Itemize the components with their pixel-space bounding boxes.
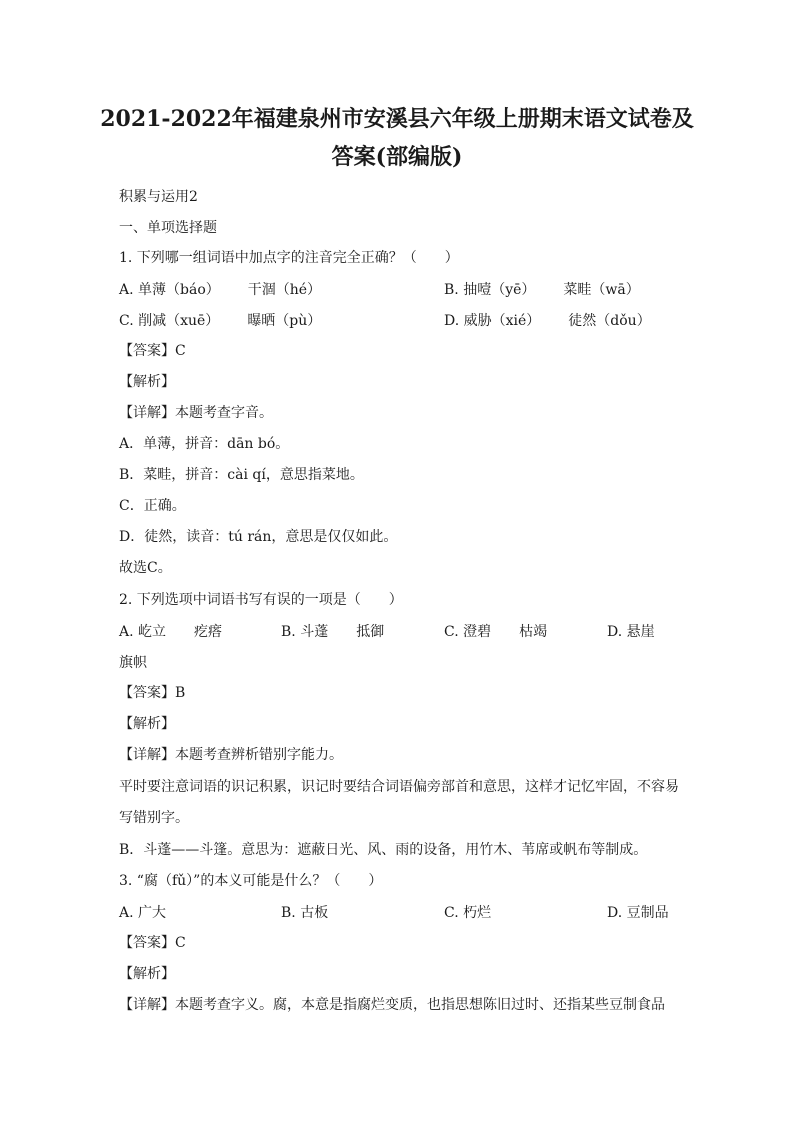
q1-stem: 1. 下列哪一组词语中加点字的注音完全正确？（ ） (119, 250, 459, 266)
q3-detail: 【详解】本题考查字义。腐，本意是指腐烂变质，也指思想陈旧过时、还指某些豆制食品 (119, 997, 665, 1013)
q1-option-d-word-2: 徒然（dǒu） (568, 313, 651, 329)
q1-detail: 【详解】本题考查字音。 (119, 405, 273, 421)
q2-option-d-word-1: D. 悬崖 (607, 624, 655, 640)
q1-option-a-word-2: 干涸（hé） (247, 282, 322, 298)
q2-detail: 【详解】本题考查辨析错别字能力。 (119, 747, 343, 763)
q2-option-c-word-2: 枯竭 (519, 624, 548, 640)
document-title-line-1: 2021-2022年福建泉州市安溪县六年级上册期末语文试卷及 (100, 106, 694, 132)
q1-explanation-line: C．正确。 (119, 498, 186, 514)
q2-option-b (281, 622, 384, 642)
q2-option-a (119, 622, 222, 642)
q2-option-d (607, 622, 655, 642)
q3-option-a: A. 广大 (119, 905, 167, 921)
q2-option-a-word-2: 疙瘩 (194, 624, 223, 640)
q2-stem: 2. 下列选项中词语书写有误的一项是（ ） (119, 592, 403, 608)
q1-explanation-line: B．菜畦，拼音：cài qí，意思指菜地。 (119, 467, 364, 483)
document-title-line-2: 答案(部编版) (331, 144, 463, 170)
q2-explanation-line: 平时要注意词语的识记积累，识记时要结合词语偏旁部首和意思，这样才记忆牢固，不容易 (119, 779, 679, 795)
q1-conclusion: 故选C。 (119, 560, 172, 576)
q3-option-b: B. 古板 (281, 905, 329, 921)
q2-option-a-word-1: A. 屹立 (119, 624, 167, 640)
q3-option-c: C. 朽烂 (444, 905, 492, 921)
q1-option-d (444, 311, 651, 331)
q1-option-a-word-1: A. 单薄（báo） (119, 282, 220, 298)
q1-option-b-word-2: 菜畦（wā） (563, 282, 640, 298)
q1-explanation-line: A．单薄，拼音：dān bó。 (119, 436, 290, 452)
q2-option-b-word-1: B. 斗蓬 (281, 624, 329, 640)
q1-option-c-word-1: C. 削减（xuē） (119, 313, 220, 329)
section-part-label: 积累与运用2 (119, 189, 198, 205)
q1-option-b (444, 280, 640, 300)
q3-stem: 3. “腐（fǔ）”的本义可能是什么？（ ） (119, 873, 383, 889)
q2-analysis-label: 【解析】 (119, 716, 175, 732)
q1-option-b-word-1: B. 抽噎（yē） (444, 282, 536, 298)
q3-analysis-label: 【解析】 (119, 966, 175, 982)
q2-option-b-word-2: 抵御 (356, 624, 385, 640)
q2-option-c-word-1: C. 澄碧 (444, 624, 492, 640)
q1-explanation-line: D．徒然，读音：tú rán，意思是仅仅如此。 (119, 529, 398, 545)
q3-option-d: D. 豆制品 (607, 905, 669, 921)
q1-option-c (119, 311, 321, 331)
q1-option-c-word-2: 曝晒（pù） (247, 313, 322, 329)
q2-answer: 【答案】B (119, 685, 186, 701)
q3-answer: 【答案】C (119, 935, 186, 951)
q1-analysis-label: 【解析】 (119, 374, 175, 390)
section-heading: 一、单项选择题 (119, 220, 217, 236)
q2-option-c (444, 622, 547, 642)
q1-option-d-word-1: D. 威胁（xié） (444, 313, 541, 329)
q2-option-d-word-2: 旗帜 (119, 655, 147, 671)
q2-explanation-line: B．斗蓬——斗篷。意思为：遮蔽日光、风、雨的设备，用竹木、苇席或帆布等制成。 (119, 842, 648, 858)
q2-explanation-line: 写错别字。 (119, 810, 189, 826)
q1-option-a (119, 280, 321, 300)
q1-answer: 【答案】C (119, 343, 186, 359)
